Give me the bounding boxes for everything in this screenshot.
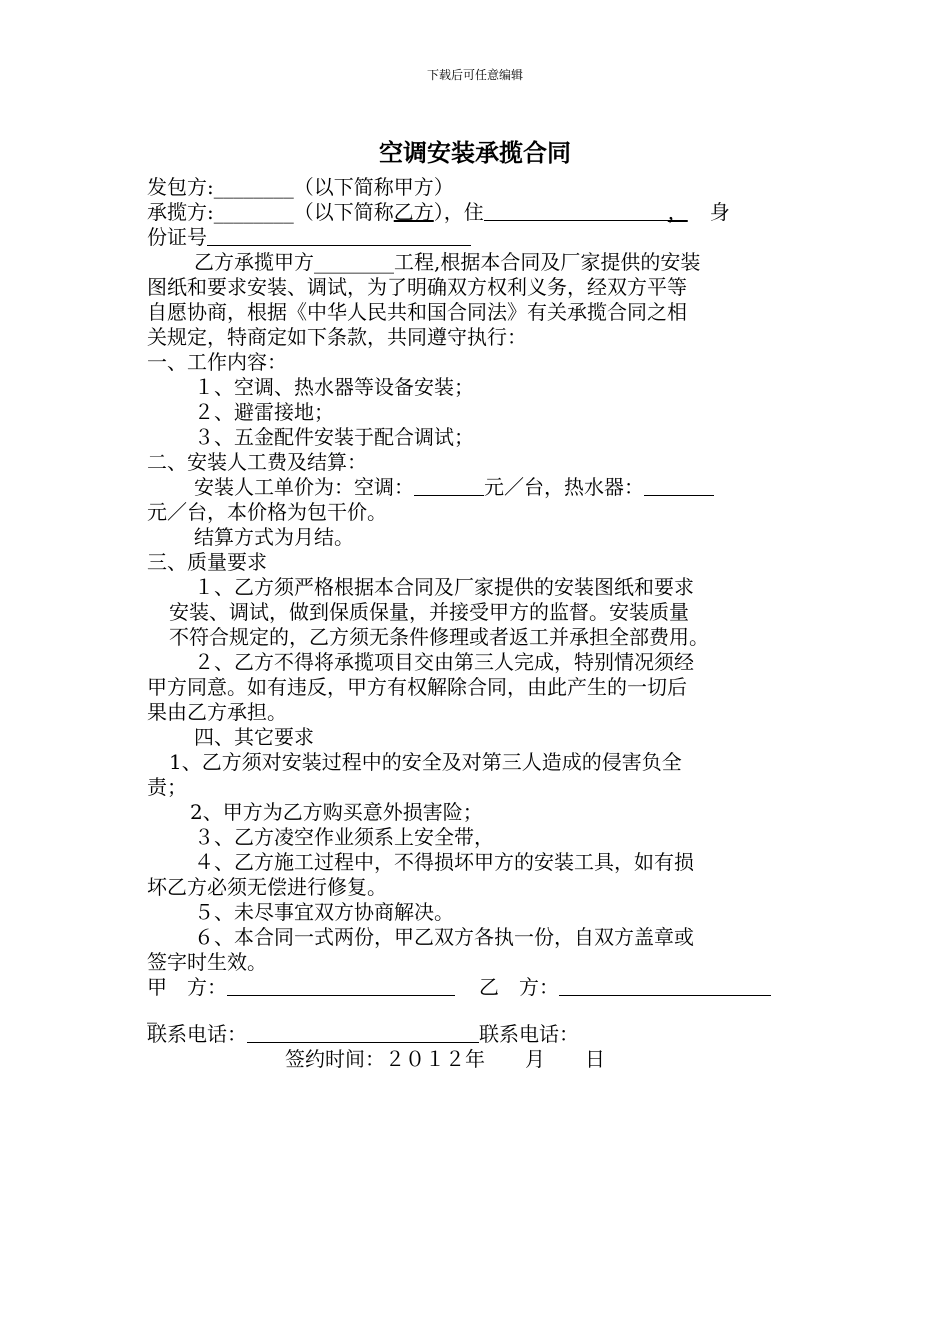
employer-line: 发包方:________（以下简称甲方）: [147, 175, 454, 199]
party-a-blank[interactable]: [227, 975, 455, 996]
section1-heading: 一、工作内容：: [147, 350, 287, 374]
section2-line-2: 元／台，本价格为包干价。: [147, 500, 387, 524]
price-aircon-label: 安装人工单价为：空调：: [194, 475, 414, 499]
section4-item-1-line-2: 责；: [147, 775, 187, 799]
section4-item-6-line-1: ６、本合同一式两份，甲乙双方各执一份，自双方盖章或: [194, 925, 694, 949]
party-b-label: 乙 方：: [479, 975, 559, 999]
address-blank[interactable]: [484, 200, 668, 221]
section4-item-5: ５、未尽事宜双方协商解决。: [194, 900, 454, 924]
phone-line: [147, 1022, 579, 1047]
intro-text-1: 乙方承揽甲方________工程,根据本合同及厂家提供的安装: [194, 250, 701, 274]
section3-p1-line-3: 不符合规定的，乙方须无条件修理或者返工并承担全部费用。: [169, 625, 709, 649]
party-b-blank[interactable]: [559, 975, 771, 996]
section4-item-4-line-1: ４、乙方施工过程中，不得损坏甲方的安装工具，如有损: [194, 850, 694, 874]
party-a-label: 甲 方：: [147, 975, 227, 999]
section4-heading: 四、其它要求: [194, 725, 314, 749]
id-line: [147, 225, 471, 250]
intro-line-4: 关规定，特商定如下条款，共同遵守执行：: [147, 325, 527, 349]
section3-p2-line-1: ２、乙方不得将承揽项目交由第三人完成，特别情况须经: [194, 650, 694, 674]
intro-line-1: [147, 250, 700, 275]
section3-heading: 三、质量要求: [147, 550, 267, 574]
party-b-phone-label: 联系电话：: [479, 1022, 579, 1046]
heater-price-blank[interactable]: [644, 475, 714, 496]
id-label: 份证号: [147, 225, 207, 249]
section1-item-2: ２、避雷接地；: [194, 400, 334, 424]
intro-line-2: 图纸和要求安装、调试，为了明确双方权利义务，经双方平等: [147, 275, 687, 299]
contractor-yifang: 乙方: [393, 200, 434, 224]
section2-price-line: [194, 475, 714, 500]
contractor-sep: ，: [667, 200, 688, 224]
id-blank[interactable]: [207, 225, 471, 246]
section3-p1-line-1: １、乙方须严格根据本合同及厂家提供的安装图纸和要求: [194, 575, 694, 599]
contractor-text-a: 承揽方:________（以下简称: [147, 200, 394, 224]
section2-line-3: 结算方式为月结。: [194, 525, 354, 549]
party-a-phone-label: 联系电话：: [147, 1022, 247, 1046]
section4-item-2: 2、甲方为乙方购买意外损害险；: [190, 800, 483, 824]
stray-underscore: _: [147, 1000, 157, 1024]
contractor-text-b: ），住: [433, 200, 484, 224]
signature-line: [147, 975, 771, 1000]
section3-p2-line-2: 甲方同意。如有违反，甲方有权解除合同，由此产生的一切后: [147, 675, 687, 699]
section1-item-1: １、空调、热水器等设备安装；: [194, 375, 474, 399]
section4-item-1-line-1: 1、乙方须对安装过程中的安全及对第三人造成的侵害负全: [169, 750, 682, 774]
section4-item-6-line-2: 签字时生效。: [147, 950, 267, 974]
section4-item-3: ３、乙方凌空作业须系上安全带，: [194, 825, 494, 849]
contract-title: 空调安装承揽合同: [379, 138, 571, 167]
section2-heading: 二、安装人工费及结算：: [147, 450, 367, 474]
aircon-price-blank[interactable]: [414, 475, 484, 496]
signing-date: 签约时间：２０１２年 月 日: [285, 1047, 605, 1071]
contractor-text-c: 身: [709, 200, 730, 224]
header-note: 下载后可任意编辑: [426, 68, 523, 82]
section4-item-4-line-2: 坏乙方必须无偿进行修复。: [147, 875, 387, 899]
contractor-line: [147, 200, 730, 225]
intro-line-3: 自愿协商，根据《中华人民共和国合同法》有关承揽合同之相: [147, 300, 687, 324]
party-a-phone-blank[interactable]: [247, 1022, 479, 1043]
price-heater-label: 元／台，热水器：: [484, 475, 644, 499]
section3-p1-line-2: 安装、调试，做到保质保量，并接受甲方的监督。安装质量: [169, 600, 689, 624]
section1-item-3: ３、五金配件安装于配合调试；: [194, 425, 474, 449]
section3-p2-line-3: 果由乙方承担。: [147, 700, 287, 724]
